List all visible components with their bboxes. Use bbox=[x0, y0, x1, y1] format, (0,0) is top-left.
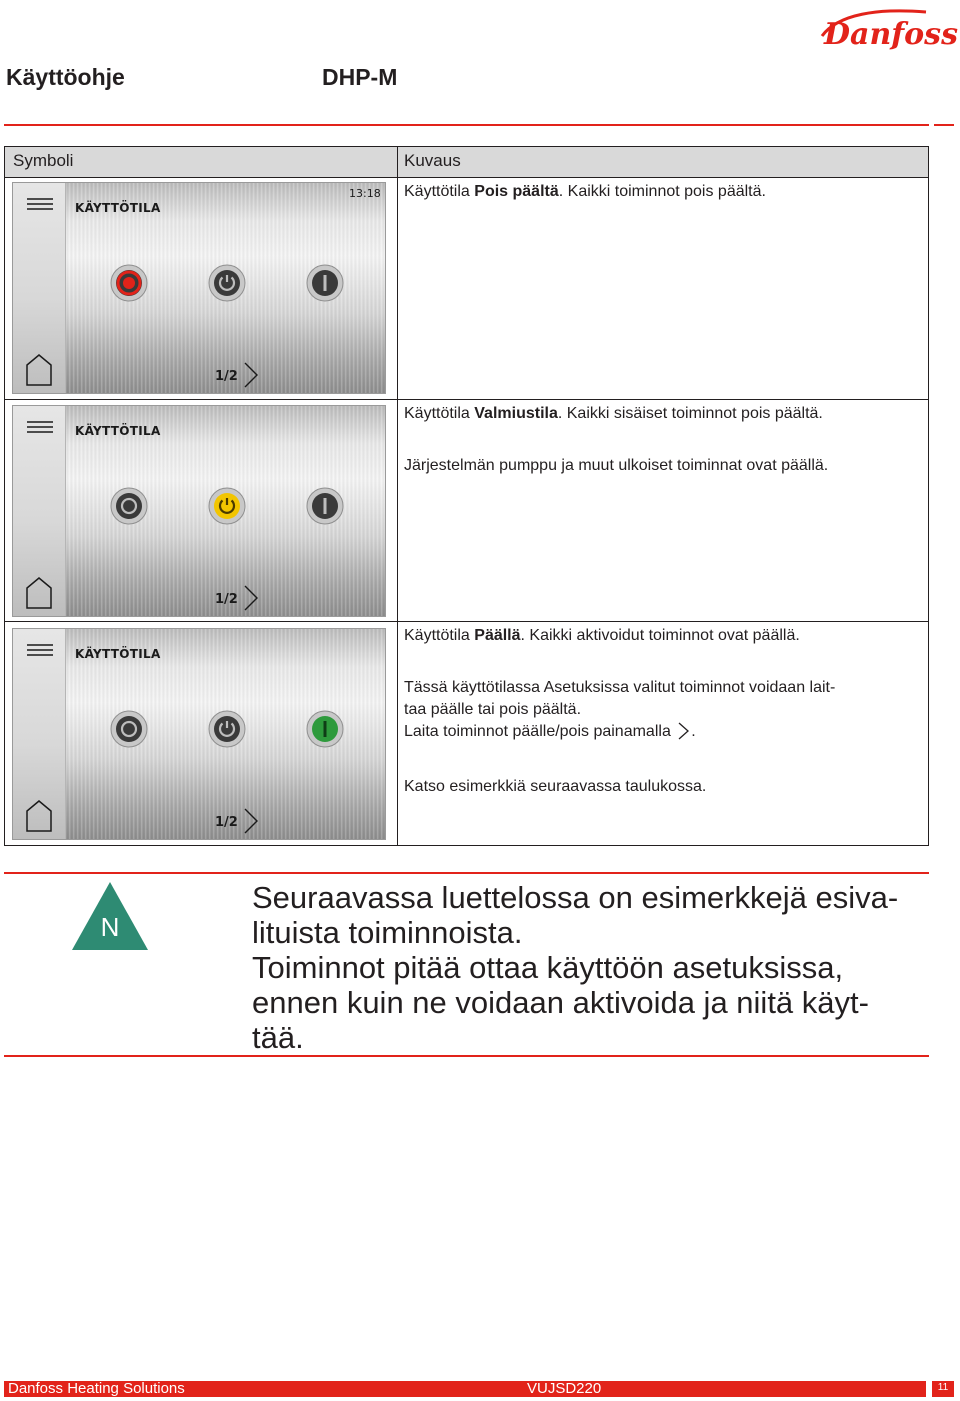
note-icon-letter: N bbox=[100, 912, 120, 942]
menu-icon bbox=[27, 422, 53, 432]
desc-text: Käyttötila bbox=[404, 627, 475, 644]
column-divider bbox=[397, 147, 398, 845]
screen-page-indicator: 1/2 bbox=[215, 815, 238, 830]
desc-text: Käyttötila bbox=[404, 405, 475, 422]
standby-button bbox=[209, 488, 245, 524]
off-button bbox=[111, 711, 147, 747]
home-icon bbox=[27, 578, 51, 608]
header-description: Kuvaus bbox=[404, 151, 461, 170]
desc-text: Laita toiminnot päälle/pois painamalla bbox=[404, 723, 671, 740]
standby-button bbox=[209, 265, 245, 301]
on-button bbox=[307, 265, 343, 301]
chevron-right-icon bbox=[245, 363, 257, 387]
screen-mode-standby bbox=[12, 405, 386, 617]
screen-title: KÄYTTÖTILA bbox=[75, 201, 161, 215]
chevron-right-icon bbox=[245, 809, 257, 833]
desc-line bbox=[404, 721, 914, 743]
desc-text: . bbox=[691, 723, 696, 740]
footer-document-code: VUJSD220 bbox=[527, 1380, 602, 1397]
screen-mode-on bbox=[12, 628, 386, 840]
screen-graphics bbox=[13, 629, 387, 841]
note-line: Toiminnot pitää ottaa käyttöön asetuksissa, bbox=[252, 950, 844, 985]
row-2-description bbox=[404, 403, 823, 425]
header-rule-short bbox=[934, 124, 954, 126]
row-divider bbox=[5, 621, 928, 622]
product-model: DHP-M bbox=[322, 64, 398, 90]
mode-name: Pois päältä bbox=[474, 183, 559, 200]
note-triangle-icon bbox=[70, 880, 150, 952]
note-line: Seuraavassa luettelossa on esimerkkejä esiva- bbox=[252, 880, 899, 915]
chevron-right-icon bbox=[675, 721, 691, 741]
footer-company: Danfoss Heating Solutions bbox=[8, 1380, 185, 1397]
desc-text: . Kaikki toiminnot pois päältä. bbox=[558, 183, 766, 200]
note-line: tää. bbox=[252, 1020, 304, 1055]
document-title: Käyttöohje bbox=[6, 64, 125, 90]
row-2-description-extra: Järjestelmän pumppu ja muut ulkoiset toiminnat ovat päällä. bbox=[404, 457, 829, 474]
on-button bbox=[307, 488, 343, 524]
header-rule bbox=[4, 124, 929, 126]
page-number: 11 bbox=[937, 1382, 949, 1393]
desc-line: taa päälle tai pois päältä. bbox=[404, 701, 582, 718]
desc-line: Tässä käyttötilassa Asetuksissa valitut toiminnot voidaan lait- bbox=[404, 679, 836, 696]
menu-icon bbox=[27, 645, 53, 655]
screen-title: KÄYTTÖTILA bbox=[75, 647, 161, 661]
screen-mode-off bbox=[12, 182, 386, 394]
screen-clock: 13:18 bbox=[349, 187, 381, 200]
desc-text: Käyttötila bbox=[404, 183, 475, 200]
screen-title: KÄYTTÖTILA bbox=[75, 424, 161, 438]
desc-text: . Kaikki aktivoidut toiminnot ovat päällä. bbox=[520, 627, 800, 644]
note-text bbox=[252, 880, 932, 1055]
mode-name: Valmiustila bbox=[474, 405, 558, 422]
screen-page-indicator: 1/2 bbox=[215, 369, 238, 384]
home-icon bbox=[27, 355, 51, 385]
standby-button bbox=[209, 711, 245, 747]
note-line: lituista toiminnoista. bbox=[252, 915, 523, 950]
screen-graphics bbox=[13, 183, 387, 395]
row-3-description-example: Katso esimerkkiä seuraavassa taulukossa. bbox=[404, 778, 707, 795]
logo-text: Danfoss bbox=[824, 17, 958, 52]
off-button bbox=[111, 488, 147, 524]
table-header bbox=[5, 147, 928, 178]
symbol-description-table bbox=[4, 146, 929, 846]
desc-text: . Kaikki sisäiset toiminnot pois päältä. bbox=[557, 405, 823, 422]
danfoss-logo bbox=[818, 6, 958, 52]
home-icon bbox=[27, 801, 51, 831]
row-3-description-details bbox=[404, 677, 914, 743]
screen-graphics bbox=[13, 406, 387, 618]
row-1-description bbox=[404, 181, 766, 203]
screen-page-indicator: 1/2 bbox=[215, 592, 238, 607]
header-symbol: Symboli bbox=[13, 151, 74, 170]
note-line: ennen kuin ne voidaan aktivoida ja niitä käyt- bbox=[252, 985, 869, 1020]
row-3-description bbox=[404, 625, 800, 647]
menu-icon bbox=[27, 199, 53, 209]
note-top-rule bbox=[4, 872, 929, 874]
mode-name: Päällä bbox=[474, 627, 521, 644]
row-divider bbox=[5, 399, 928, 400]
off-button bbox=[111, 265, 147, 301]
note-bottom-rule bbox=[4, 1055, 929, 1057]
on-button bbox=[307, 711, 343, 747]
chevron-right-icon bbox=[245, 586, 257, 610]
